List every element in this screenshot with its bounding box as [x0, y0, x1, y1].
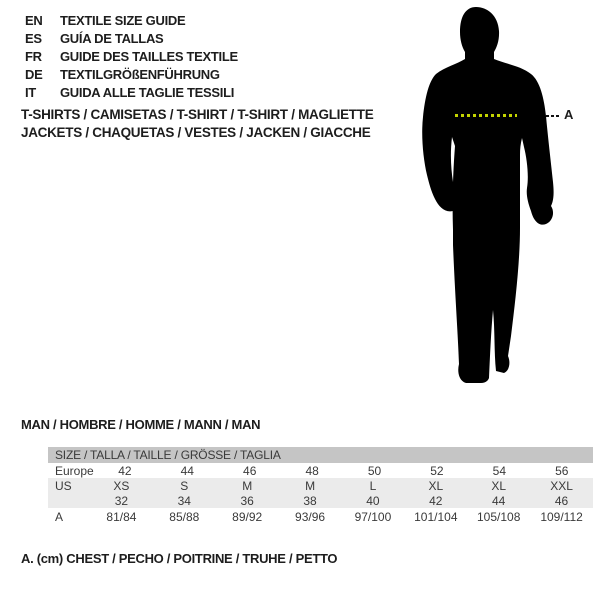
size-cell: 56: [555, 463, 569, 478]
language-list: [25, 12, 238, 102]
size-cell: 38: [303, 493, 317, 508]
language-code: ES: [25, 31, 42, 46]
row-label: US: [55, 478, 72, 493]
size-cell: 46: [243, 463, 257, 478]
language-code: DE: [25, 67, 43, 82]
language-row: [25, 84, 238, 102]
size-cell: 109/112: [540, 509, 583, 524]
size-cell: 89/92: [232, 509, 263, 524]
size-cell: 81/84: [106, 509, 137, 524]
language-label: GUÍA DE TALLAS: [60, 31, 164, 46]
size-cell: 93/96: [295, 509, 326, 524]
man-silhouette-svg: [408, 5, 558, 395]
size-cell: 44: [492, 493, 506, 508]
size-cell: 40: [366, 493, 380, 508]
language-code: EN: [25, 13, 43, 28]
size-cell: 44: [180, 463, 194, 478]
size-cell: 48: [305, 463, 319, 478]
size-cell: 85/88: [169, 509, 200, 524]
table-row-chest-a: [48, 508, 593, 525]
size-cell: 36: [240, 493, 254, 508]
language-code: IT: [25, 85, 36, 100]
size-cell: 42: [429, 493, 443, 508]
size-cell: 101/104: [414, 509, 458, 524]
table-row-numeric: [48, 493, 593, 508]
language-label: GUIDE DES TAILLES TEXTILE: [60, 49, 238, 64]
size-cell: 105/108: [476, 509, 521, 524]
size-table-header: SIZE / TALLA / TAILLE / GRÖSSE / TAGLIA: [48, 447, 593, 463]
size-cell: M: [305, 478, 316, 493]
size-cell: XS: [113, 478, 130, 493]
size-cell: 46: [554, 493, 569, 508]
language-row: [25, 66, 238, 84]
size-cell: XL: [428, 478, 444, 493]
table-row-us: [48, 478, 593, 493]
size-cell: XL: [491, 478, 507, 493]
garment-categories: [21, 106, 373, 142]
table-row-europe: [48, 463, 593, 478]
size-cell: 32: [114, 493, 129, 508]
man-silhouette: [408, 5, 558, 395]
size-cell: 42: [118, 463, 132, 478]
size-cell: S: [180, 478, 189, 493]
language-label: TEXTILGRÖßENFÜHRUNG: [60, 67, 220, 82]
language-code: FR: [25, 49, 42, 64]
size-cell: M: [242, 478, 253, 493]
chest-measure-line-outer: [546, 115, 560, 117]
section-heading-man: MAN / HOMBRE / HOMME / MANN / MAN: [21, 417, 261, 432]
size-table: [48, 447, 593, 525]
size-cell: XXL: [550, 478, 573, 493]
chest-measure-line-inner: [455, 114, 517, 117]
size-cell: 50: [367, 463, 382, 478]
category-line-jackets: JACKETS / CHAQUETAS / VESTES / JACKEN / GIACCHE: [21, 125, 371, 140]
measure-label-a: A: [564, 107, 574, 122]
language-row: [25, 12, 238, 30]
language-row: [25, 30, 238, 48]
size-cell: 34: [177, 493, 191, 508]
language-label: TEXTILE SIZE GUIDE: [60, 13, 186, 28]
chest-measurement-note: A. (cm) CHEST / PECHO / POITRINE / TRUHE / PETTO: [21, 551, 338, 566]
row-label: A: [55, 509, 64, 524]
category-line-tshirts: T-SHIRTS / CAMISETAS / T-SHIRT / T-SHIRT / MAGLIETTE: [21, 107, 374, 122]
size-cell: 52: [430, 463, 444, 478]
row-label: Europe: [55, 463, 94, 478]
language-row: [25, 48, 238, 66]
language-label: GUIDA ALLE TAGLIE TESSILI: [60, 85, 235, 100]
size-cell: L: [369, 478, 377, 493]
size-cell: 54: [492, 463, 507, 478]
size-cell: 97/100: [354, 509, 392, 524]
